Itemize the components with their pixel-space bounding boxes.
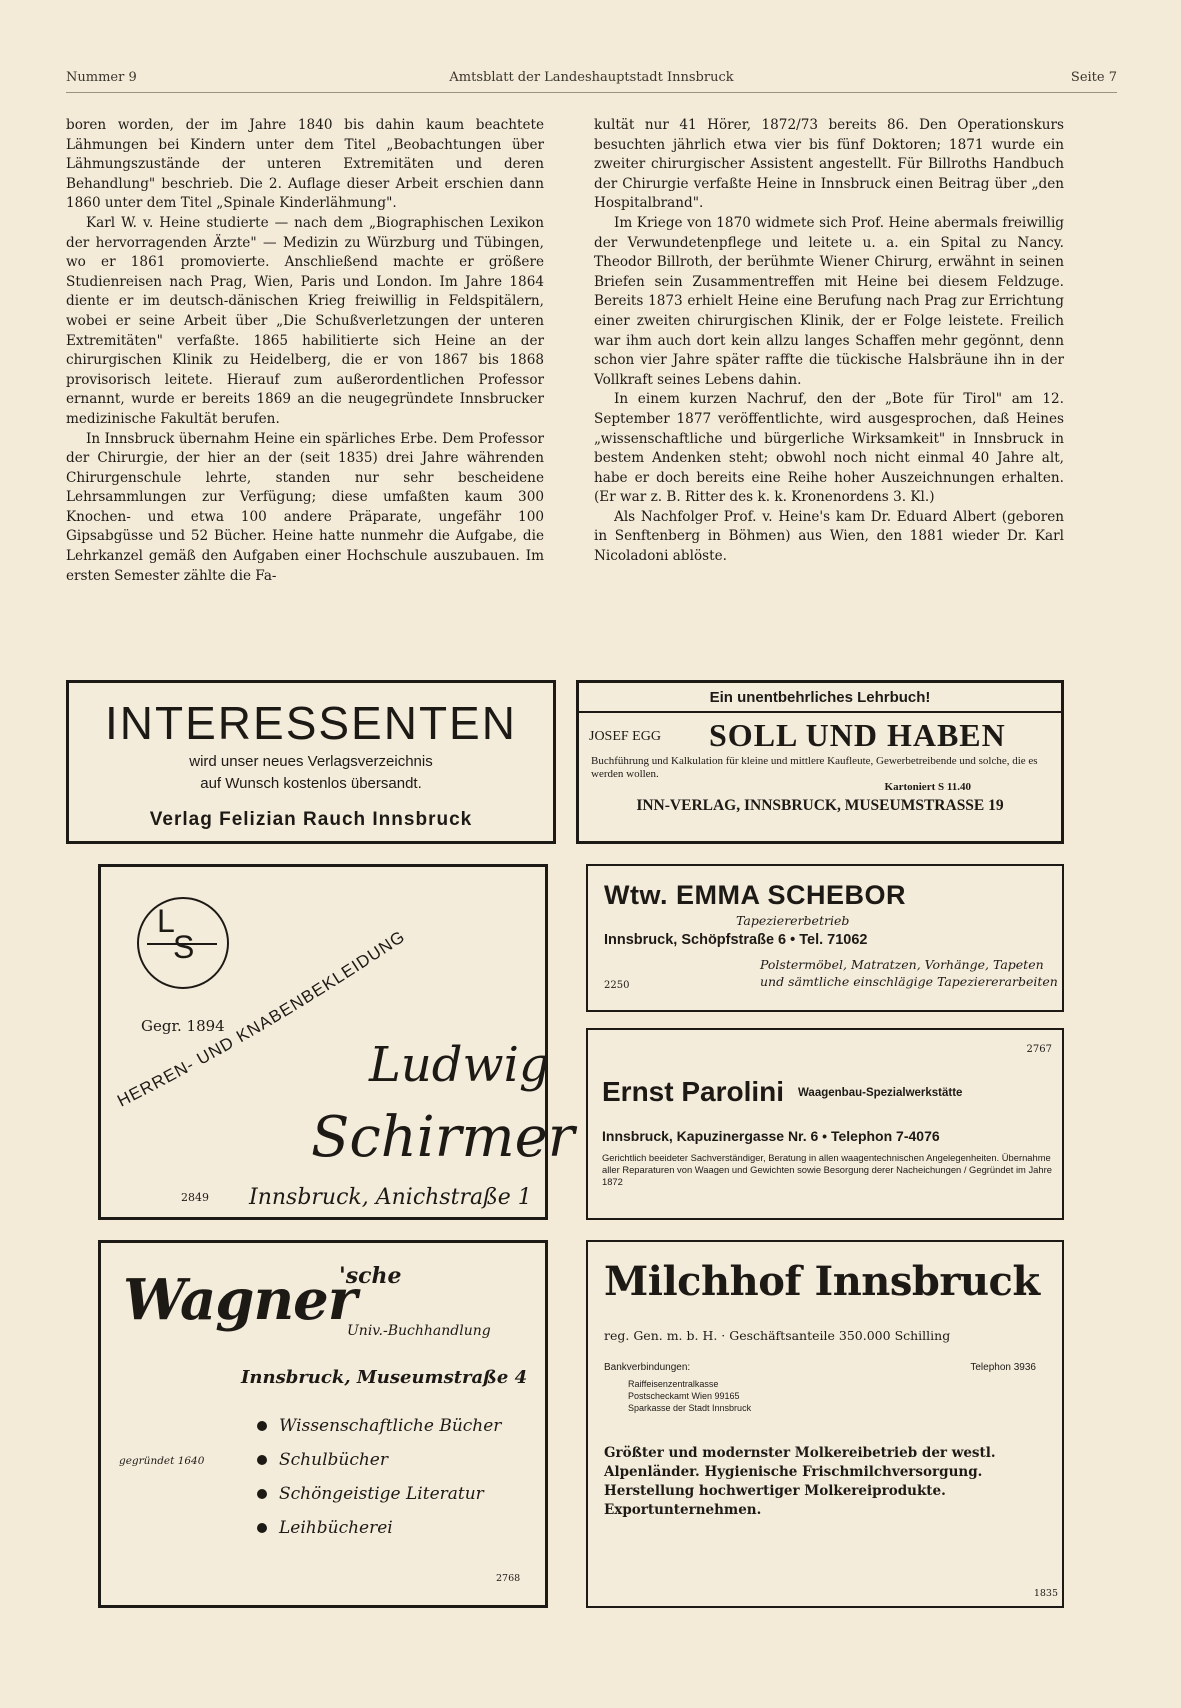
article-column-left [66, 116, 544, 586]
page-header [66, 70, 1117, 88]
list-item-label: Wissenschaftliche Bücher [279, 1416, 502, 1436]
service-line: und sämtliche einschlägige Tapeziererarbeiten [760, 974, 1058, 989]
company-address: Innsbruck, Kapuzinergasse Nr. 6 • Telephon 7-4076 [602, 1128, 940, 1144]
ad-code: 2250 [604, 980, 630, 991]
company-description: Größter und modernster Molkereibetrieb der westl. Alpenländer. Hygienische Frischmilchversorgung. Herstellung hochwertiger Molkereiprodukte. Exportunternehmen. [604, 1445, 996, 1518]
svg-text:HERREN- UND KNABENBEKLEIDUNG [114, 927, 408, 1111]
article-column-right [594, 116, 1064, 567]
bank-item: Raiffeisenzentralkasse [628, 1379, 719, 1389]
list-item [257, 1409, 501, 1443]
ad-tagline: Ein unentbehrliches Lehrbuch! [709, 689, 931, 706]
company-name: Ernst Parolini [602, 1076, 785, 1107]
product-list [257, 1409, 501, 1545]
company-name: Milchhof Innsbruck [604, 1258, 1040, 1305]
bank-list [628, 1378, 751, 1414]
owner-last-name: Schirmer [311, 1105, 575, 1170]
ad-soll-und-haben [576, 680, 1064, 844]
issue-number: Nummer 9 [66, 70, 137, 85]
ad-code: 1835 [1033, 1588, 1058, 1599]
company-name: Wtw. EMMA SCHEBOR [604, 880, 906, 910]
paragraph: kultät nur 41 Hörer, 1872/73 bereits 86. Den Operationskurs besuchten jährlich etwa vier bis fünf Doktoren; 1871 wurde ein zweiter chirurgischer Assistent angestellt. Für Billroths Handbuch der Chirurgie verfaßte Heine in Innsbruck einen Beitrag über „den Hospitalbrand". [594, 117, 1064, 212]
bullet-icon [257, 1523, 267, 1533]
bullet-icon [257, 1489, 267, 1499]
ad-line: auf Wunsch kostenlos übersandt. [200, 775, 422, 792]
shop-name: Wagner [123, 1267, 357, 1333]
ad-ernst-parolini [586, 1028, 1064, 1220]
ad-description: Buchführung und Kalkulation für kleine und mittlere Kaufleute, Gewerbetreibende und solche, die es werden wollen. [591, 755, 1038, 780]
header-rule [66, 92, 1117, 93]
telephone: Telephon 3936 [970, 1362, 1036, 1373]
paragraph: Karl W. v. Heine studierte — nach dem „Biographischen Lexikon der hervorragenden Ärzte" — Medizin zu Würzburg und Tübingen, wo er 1861 promovierte. Anschließend machte er größere Studienreisen nach Prag, Wien, Paris und London. Im Jahre 1864 diente er im deutsch-dänischen Krieg freiwillig in Feldspitälern, wobei er seine Arbeit über „Die Schußverletzungen der unteren Extremitäten" verfaßte. 1865 habilitierte sich Heine an der chirurgischen Klinik zu Heidelberg, die er von 1867 bis 1868 provisorisch leitete. Hierauf zum außerordentlichen Professor ernannt, wurde er bereits 1869 an die neugegründete Innsbrucker medizinische Fakultät berufen. [66, 214, 544, 427]
paragraph: Als Nachfolger Prof. v. Heine's kam Dr. Eduard Albert (geboren in Senftenberg in Böhmen) aus Wien, den 1881 wieder Dr. Karl Nicoladoni ablöste. [594, 508, 1064, 565]
ad-author: JOSEF EGG [589, 729, 661, 744]
page-number: Seite 7 [1070, 70, 1117, 85]
company-registration: reg. Gen. m. b. H. · Geschäftsanteile 350.000 Schilling [604, 1328, 951, 1343]
ad-code: 2767 [1026, 1044, 1052, 1055]
company-trade: Tapeziererbetrieb [736, 913, 850, 928]
shop-address: Innsbruck, Museumstraße 4 [241, 1367, 528, 1388]
company-description: Gerichtlich beeideter Sachverständiger, Beratung in allen waagentechnischen Angelegenheiten. Übernahme aller Reparaturen von Waagen und Gewichten sowie Besorgung derer Nacheichungen / Gegründet im Jahre 1872 [602, 1152, 1052, 1187]
paragraph: In einem kurzen Nachruf, den der „Bote für Tirol" am 12. September 1877 veröffentlichte, wird ausgesprochen, daß Heines „wissenschaftliche und bürgerliche Wirksamkeit" in Innsbruck in bestem Andenken steht; obwohl noch nicht einmal 40 Jahre alt, habe er doch bereits eine Reihe hoher Auszeichnungen erhalten. (Er war z. B. Ritter des k. k. Kronenordens 3. Kl.) [594, 391, 1064, 506]
list-item [257, 1511, 501, 1545]
ad-line: wird unser neues Verlagsverzeichnis [189, 753, 433, 770]
ad-address: INN-VERLAG, INNSBRUCK, MUSEUMSTRASSE 19 [636, 797, 1004, 814]
paragraph: Im Kriege von 1870 widmete sich Prof. Heine abermals freiwillig der Verwundetenpflege und leitete u. a. ein Spital zu Nancy. Theodor Billroth, der berühmte Wiener Chirurg, erwähnt in seinen Briefen sein Zusammentreffen mit Heine bei diesem Feldzuge. Bereits 1873 erhielt Heine eine Berufung nach Prag zur Errichtung einer zweiten chirurgischen Klinik, der er Folge leistete. Freilich war ihm auch dort kein allzu langes Schaffen mehr gegönnt, denn schon vier Jahre später raffte die tückische Halsbräune ihn in der Vollkraft seines Lebens dahin. [594, 214, 1064, 388]
ad-address: Innsbruck, Anichstraße 1 [249, 1185, 532, 1210]
ad-code: 2849 [181, 1191, 209, 1204]
list-item-label: Leihbücherei [279, 1518, 393, 1538]
shop-subtitle: Univ.-Buchhandlung [347, 1323, 491, 1339]
ad-publisher: Verlag Felizian Rauch Innsbruck [149, 809, 473, 830]
paragraph: In Innsbruck übernahm Heine ein spärliches Erbe. Dem Professor der Chirurgie, der hier an der (seit 1835) drei Jahre währenden Chirurgenschule lehrte, standen nur sehr bescheidene Lehrsammlungen zur Verfügung; diese umfaßten kaum 300 Knochen- und etwa 100 andere Präparate, ungefähr 100 Gipsabgüsse und 52 Bücher. Heine hatte nunmehr die Aufgabe, die Lehrkanzel gemäß den Aufgaben einer Hochschule auszubauen. Im ersten Semester zählte die Fa- [66, 430, 544, 584]
shop-name-suffix: 'sche [339, 1263, 402, 1289]
founded-year: gegründet 1640 [119, 1455, 205, 1467]
arc-text: HERREN- UND KNABENBEKLEIDUNG [114, 926, 409, 1111]
logo-letter: S [173, 929, 195, 965]
paragraph: boren worden, der im Jahre 1840 bis dahin kaum beachtete Lähmungen bei Kindern unter dem Titel „Beobachtungen über Lähmungszustände der unteren Extremitäten und deren Behandlung" beschrieb. Die 2. Auflage dieser Arbeit erschien dann 1860 unter dem Titel „Spinale Kinderlähmung". [66, 117, 544, 212]
ad-milchhof-innsbruck [586, 1240, 1064, 1608]
publication-title: Amtsblatt der Landeshauptstadt Innsbruck [449, 70, 734, 85]
ad-code: 2768 [496, 1573, 521, 1584]
service-line: Polstermöbel, Matratzen, Vorhänge, Tapeten [760, 957, 1044, 972]
bank-item: Postscheckamt Wien 99165 [628, 1391, 740, 1401]
bullet-icon [257, 1455, 267, 1465]
ad-interessenten [66, 680, 556, 844]
ad-price: Kartoniert S 11.40 [884, 781, 971, 793]
ad-emma-schebor [586, 864, 1064, 1012]
founded-year: Gegr. 1894 [141, 1017, 225, 1035]
bullet-icon [257, 1421, 267, 1431]
company-address: Innsbruck, Schöpfstraße 6 • Tel. 71062 [604, 932, 868, 948]
ad-book-title: SOLL UND HABEN [709, 717, 1006, 753]
logo-letter: L [157, 903, 175, 939]
bank-item: Sparkasse der Stadt Innsbruck [628, 1403, 752, 1413]
list-item-label: Schöngeistige Literatur [279, 1484, 484, 1504]
company-services [760, 956, 1058, 990]
owner-first-name: Ludwig [369, 1037, 550, 1093]
ad-ludwig-schirmer [98, 864, 575, 1220]
list-item [257, 1443, 501, 1477]
ad-wagner-buchhandlung [98, 1240, 548, 1608]
list-item [257, 1477, 501, 1511]
list-item-label: Schulbücher [279, 1450, 388, 1470]
ad-headline: INTERESSENTEN [105, 697, 517, 749]
company-specialty: Waagenbau-Spezialwerkstätte [798, 1087, 963, 1099]
bank-label: Bankverbindungen: [604, 1362, 691, 1373]
